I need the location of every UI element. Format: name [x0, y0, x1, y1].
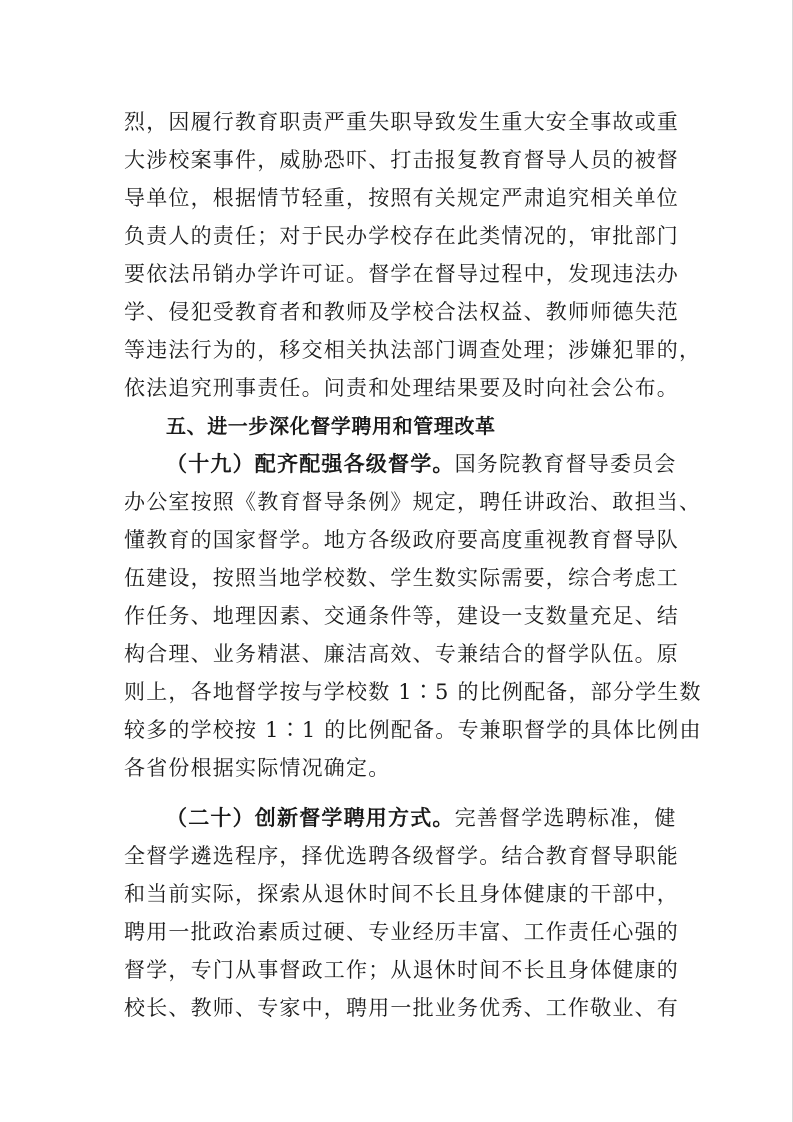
text-line: 各省份根据实际情况确定。 [124, 756, 391, 780]
text-line: 负责人的责任；对于民办学校存在此类情况的，审批部门 [124, 224, 679, 248]
text-line: 烈，因履行教育职责严重失职导致发生重大安全事故或重 [124, 110, 679, 134]
text-line: 构合理、业务精湛、廉洁高效、专兼结合的督学队伍。原 [124, 642, 679, 666]
text-line: 作任务、地理因素、交通条件等，建设一支数量充足、结 [124, 604, 679, 628]
item-19-label: （十九）配齐配强各级督学。 [166, 451, 455, 476]
paragraph-first-line [166, 798, 716, 838]
text-line: 等违法行为的，移交相关执法部门调查处理；涉嫌犯罪的， [124, 338, 702, 362]
text-line: 导单位，根据情节轻重，按照有关规定严肃追究相关单位 [124, 186, 679, 210]
text-line: 大涉校案事件，威胁恐吓、打击报复教育督导人员的被督 [124, 148, 679, 172]
item-20-first-text: 完善督学选聘标准，健 [454, 806, 677, 830]
text-line: 懂教育的国家督学。地方各级政府要高度重视教育督导队 [124, 528, 679, 552]
text-line: 校长、教师、专家中，聘用一批业务优秀、工作敬业、有 [124, 996, 679, 1020]
paragraph-first-line [166, 444, 716, 484]
section-heading: 五、进一步深化督学聘用和管理改革 [166, 414, 496, 438]
item-20-label: （二十）创新督学聘用方式。 [166, 805, 455, 830]
text-line: 要依法吊销办学许可证。督学在督导过程中，发现违法办 [124, 262, 679, 286]
text-line: 办公室按照《教育督导条例》规定，聘任讲政治、敢担当、 [124, 490, 702, 514]
text-line: 伍建设，按照当地学校数、学生数实际需要，综合考虑工 [124, 566, 679, 590]
text-line: 学、侵犯受教育者和教师及学校合法权益、教师师德失范 [124, 300, 679, 324]
text-line: 依法追究刑事责任。问责和处理结果要及时向社会公布。 [124, 376, 679, 400]
text-line: 则上，各地督学按与学校数 1∶5 的比例配备，部分学生数 [124, 680, 702, 704]
text-line: 全督学遴选程序，择优选聘各级督学。结合教育督导职能 [124, 844, 679, 868]
text-line: 较多的学校按 1∶1 的比例配备。专兼职督学的具体比例由 [124, 718, 702, 742]
text-line: 督学，专门从事督政工作；从退休时间不长且身体健康的 [124, 958, 679, 982]
text-line: 聘用一批政治素质过硬、专业经历丰富、工作责任心强的 [124, 920, 679, 944]
item-19-first-text: 国务院教育督导委员会 [454, 452, 677, 476]
text-line: 和当前实际，探索从退休时间不长且身体健康的干部中， [124, 882, 679, 906]
